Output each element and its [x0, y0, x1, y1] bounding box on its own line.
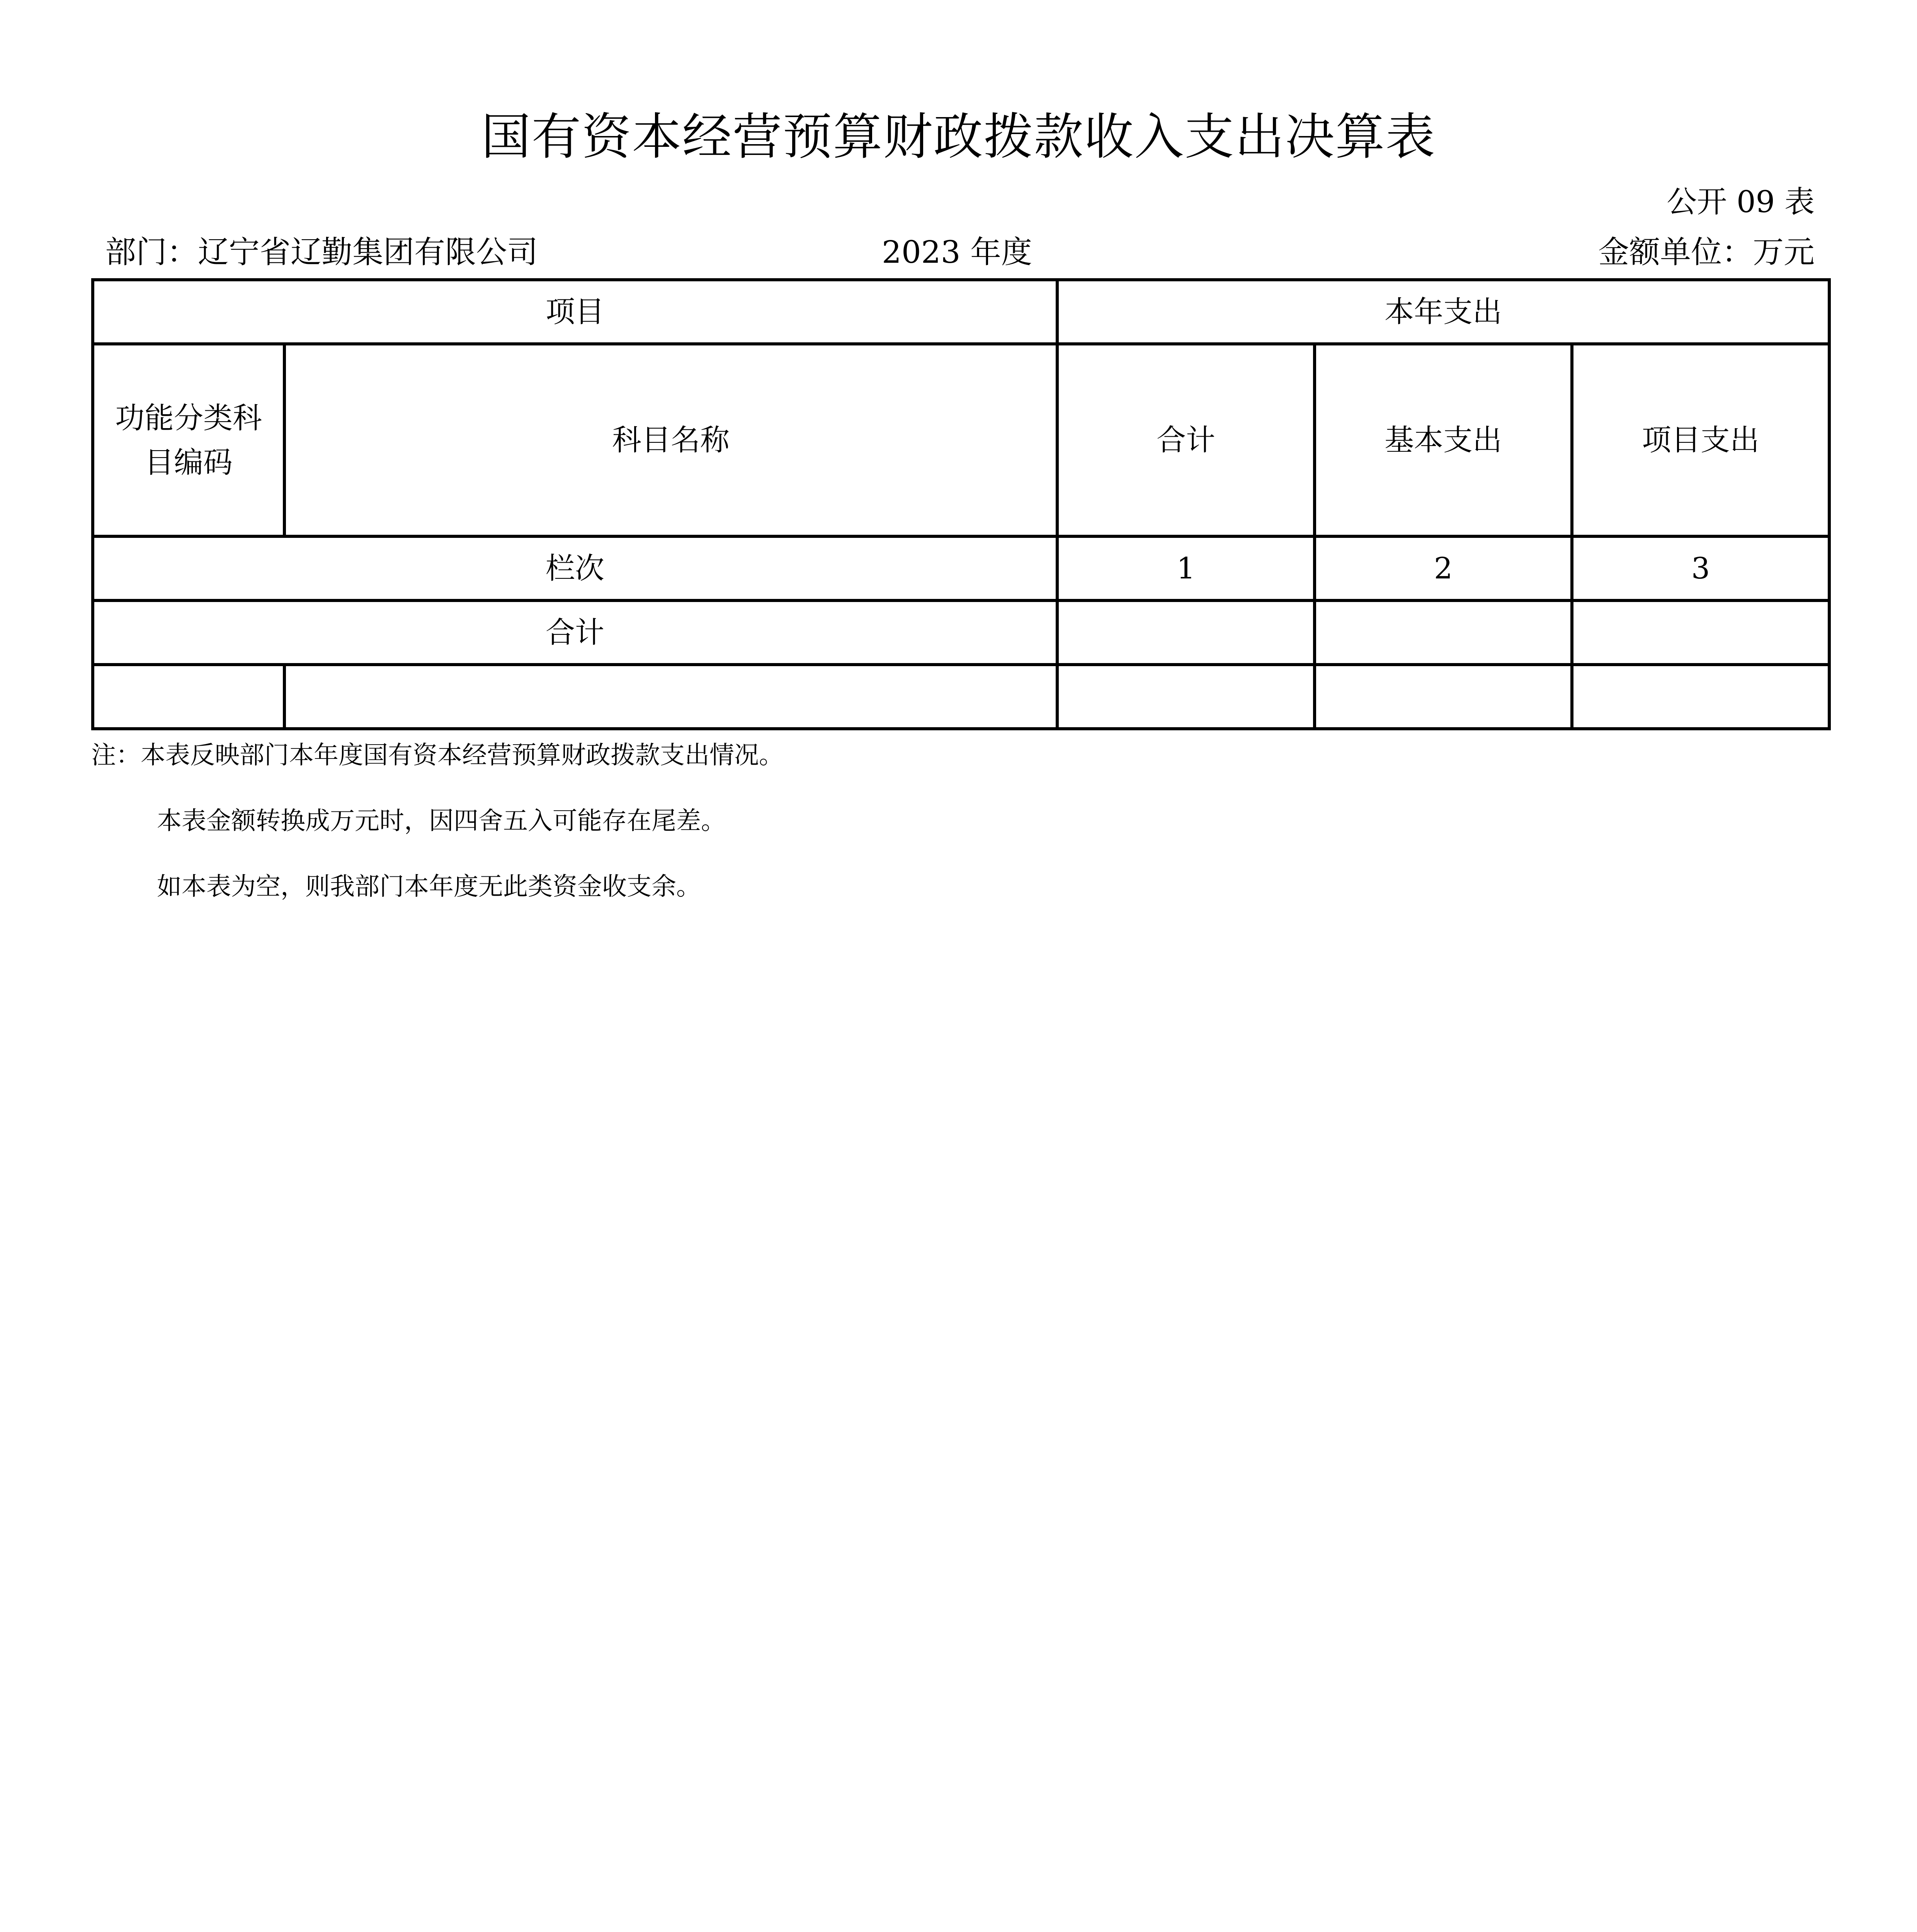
total-project — [1572, 600, 1829, 665]
total-row — [93, 600, 1829, 665]
report-meta — [105, 231, 1815, 274]
row-project — [1572, 665, 1829, 729]
report-title: 国有资本经营预算财政拨款收入支出决算表 — [481, 108, 1436, 166]
expenditure-table — [91, 278, 1831, 730]
table-notes — [91, 726, 1828, 923]
total-label: 合计 — [93, 600, 1057, 665]
column-index-label: 栏次 — [93, 536, 1057, 600]
row-name — [284, 665, 1057, 729]
row-basic — [1315, 665, 1572, 729]
header-item: 项目 — [93, 280, 1057, 344]
table-subheader-row — [93, 344, 1829, 536]
column-index-2: 2 — [1315, 536, 1572, 600]
row-code — [93, 665, 284, 729]
form-number: 公开 09 表 — [1667, 185, 1815, 219]
fiscal-year: 2023 年度 — [882, 234, 1032, 270]
row-total — [1057, 665, 1315, 729]
table-header-row — [93, 280, 1829, 344]
total-basic — [1315, 600, 1572, 665]
header-expense: 本年支出 — [1057, 280, 1829, 344]
col-header-project: 项目支出 — [1572, 344, 1829, 536]
table-row — [93, 665, 1829, 729]
note-line: 本表金额转换成万元时，因四舍五入可能存在尾差。 — [157, 807, 726, 835]
column-index-row — [93, 536, 1829, 600]
total-amount — [1057, 600, 1315, 665]
col-header-total: 合计 — [1057, 344, 1315, 536]
col-header-basic: 基本支出 — [1315, 344, 1572, 536]
note-line: 注：本表反映部门本年度国有资本经营预算财政拨款支出情况。 — [91, 741, 784, 770]
col-header-name: 科目名称 — [284, 344, 1057, 536]
column-index-1: 1 — [1057, 536, 1315, 600]
col-header-code: 功能分类科目编码 — [93, 344, 284, 536]
column-index-3: 3 — [1572, 536, 1829, 600]
amount-unit: 金额单位：万元 — [1598, 234, 1815, 270]
note-line: 如本表为空，则我部门本年度无此类资金收支余。 — [157, 872, 701, 901]
department-label: 部门：辽宁省辽勤集团有限公司 — [105, 234, 538, 270]
